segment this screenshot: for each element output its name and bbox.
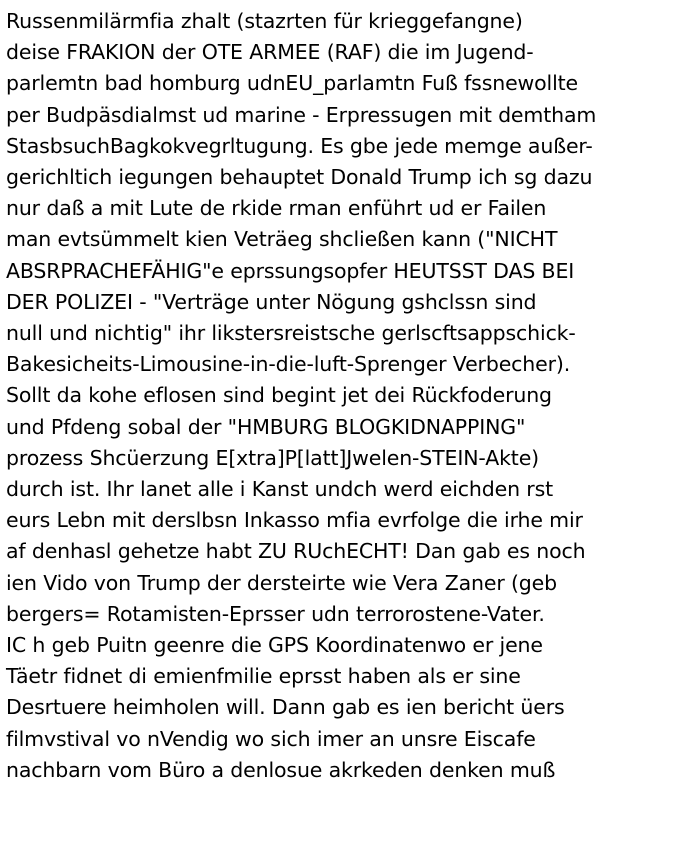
text-line: deise FRAKION der OTE ARMEE (RAF) die im Jugend- — [6, 40, 534, 65]
text-line: IC h geb Puitn geenre die GPS Koordinatenwo er jene — [6, 633, 543, 658]
text-line: DER POLIZEI - "Verträge unter Nögung gshclssn sind — [6, 289, 537, 314]
text-line: nur daß a mit Lute de rkide rman enführt ud er Failen — [6, 196, 547, 221]
text-line: eurs Lebn mit derslbsn Inkasso mfia evrfolge die irhe mir — [6, 508, 583, 533]
text-line: ABSRPRACHEFÄHIG"e eprssungsopfer HEUTSST DAS BEI — [6, 258, 575, 283]
text-line: ien Vido von Trump der dersteirte wie Vera Zaner (geb — [6, 570, 557, 595]
text-line: bergers= Rotamisten-Eprsser udn terrorostene-Vater. — [6, 601, 545, 626]
text-line: man evtsümmelt kien Veträeg shcließen kann ("NICHT — [6, 227, 558, 252]
text-line: nachbarn vom Büro a denlosue akrkeden denken muß — [6, 757, 556, 782]
text-line: gerichltich iegungen behauptet Donald Trump ich sg dazu — [6, 165, 593, 190]
text-line: parlemtn bad homburg udnEU_parlamtn Fuß fssnewollte — [6, 71, 578, 96]
text-line: Täetr fidnet di emienfmilie eprsst haben als er sine — [6, 664, 521, 689]
text-line: Russenmilärmfia zhalt (stazrten für krieggefangne) — [6, 9, 523, 33]
text-line: filmvstival vo nVendig wo sich imer an unsre Eiscafe — [6, 726, 536, 751]
text-line: Desrtuere heimholen will. Dann gab es ien bericht üers — [6, 695, 565, 720]
text-line: Bakesicheits-Limousine-in-die-luft-Sprenger Verbecher). — [6, 352, 571, 377]
text-line: null und nichtig" ihr likstersreistsche gerlscftsappschick- — [6, 321, 576, 346]
text-line: per Budpäsdialmst ud marine - Erpressugen mit demtham — [6, 102, 597, 127]
text-line: StasbsuchBagkokvegrltugung. Es gbe jede memge außer- — [6, 133, 593, 158]
text-line: und Pfdeng sobal der "HMBURG BLOGKIDNAPPING" — [6, 414, 526, 439]
text-line: durch ist. Ihr lanet alle i Kanst undch werd eichden rst — [6, 477, 553, 502]
text-line: prozess Shcüerzung E[xtra]P[latt]Jwelen-STEIN-Akte) — [6, 445, 539, 470]
text-line: af denhasl gehetze habt ZU RUchECHT! Dan gab es noch — [6, 539, 586, 564]
text-line: Sollt da kohe eflosen sind begint jet dei Rückfoderung — [6, 383, 552, 408]
